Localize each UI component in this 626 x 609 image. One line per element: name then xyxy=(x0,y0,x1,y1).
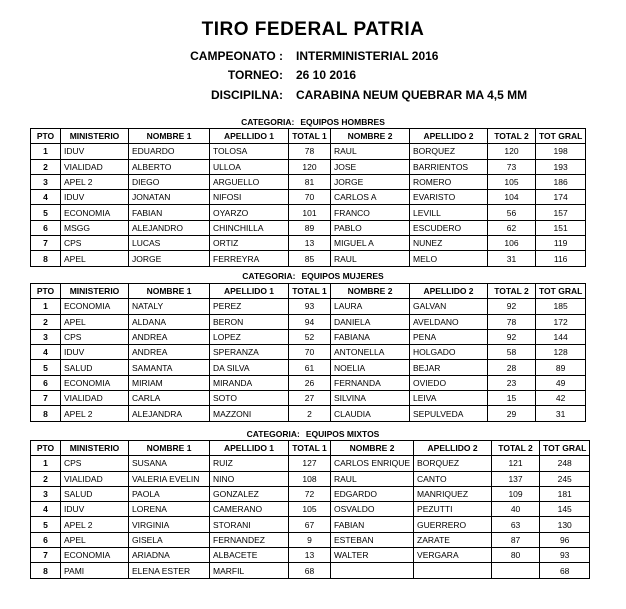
cell-nombre-1: ARIADNA xyxy=(129,548,210,563)
cell-apellido-1: BERON xyxy=(210,314,289,329)
cell-pto: 3 xyxy=(31,174,61,189)
cell-ministerio: SALUD xyxy=(61,486,129,501)
cell-apellido-2: MELO xyxy=(410,251,488,266)
cell-pto: 7 xyxy=(31,548,61,563)
results-table xyxy=(30,440,590,579)
table-header-row xyxy=(31,441,590,456)
category-heading xyxy=(30,117,596,127)
cell-apellido-2: PENA xyxy=(410,329,488,344)
column-header-apellido-1: APELLIDO 1 xyxy=(210,441,289,456)
meta-disciplina xyxy=(0,88,626,104)
cell-nombre-2: CARLOS A xyxy=(331,190,410,205)
cell-ministerio: ECONOMIA xyxy=(61,375,129,390)
column-header-nombre-2: NOMBRE 2 xyxy=(331,441,414,456)
table-row xyxy=(31,159,586,174)
cell-nombre-2: FERNANDA xyxy=(331,375,410,390)
cell-apellido-1: ARGUELLO xyxy=(210,174,289,189)
cell-total-1: 13 xyxy=(289,548,331,563)
column-header-apellido-1: APELLIDO 1 xyxy=(210,284,289,299)
cell-nombre-2: LAURA xyxy=(331,299,410,314)
cell-tot-gral: 248 xyxy=(540,456,590,471)
meta-label: TORNEO: xyxy=(227,68,283,82)
cell-apellido-2: CANTO xyxy=(414,471,492,486)
cell-nombre-2: ESTEBAN xyxy=(331,532,414,547)
cell-pto: 7 xyxy=(31,391,61,406)
cell-nombre-2 xyxy=(331,563,414,578)
cell-total-1: 9 xyxy=(289,532,331,547)
table-row xyxy=(31,548,590,563)
cell-apellido-1: GONZALEZ xyxy=(210,486,289,501)
cell-total-1: 89 xyxy=(289,220,331,235)
cell-tot-gral: 130 xyxy=(540,517,590,532)
cell-apellido-1: SPERANZA xyxy=(210,345,289,360)
column-header-apellido-1: APELLIDO 1 xyxy=(210,129,289,144)
cell-total-2: 31 xyxy=(488,251,536,266)
cell-total-1: 67 xyxy=(289,517,331,532)
cell-total-2 xyxy=(492,563,540,578)
column-header-tot-gral: TOT GRAL xyxy=(536,284,586,299)
cell-apellido-1: SOTO xyxy=(210,391,289,406)
cell-total-1: 68 xyxy=(289,563,331,578)
table-row xyxy=(31,471,590,486)
cell-apellido-2: BORQUEZ xyxy=(414,456,492,471)
cell-nombre-2: OSVALDO xyxy=(331,502,414,517)
column-header-tot-gral: TOT GRAL xyxy=(536,129,586,144)
category-value: EQUIPOS MIXTOS xyxy=(305,429,380,439)
cell-nombre-1: SAMANTA xyxy=(129,360,210,375)
cell-total-2: 62 xyxy=(488,220,536,235)
cell-tot-gral: 193 xyxy=(536,159,586,174)
column-header-ministerio: MINISTERIO xyxy=(61,441,129,456)
cell-apellido-2: HOLGADO xyxy=(410,345,488,360)
cell-tot-gral: 186 xyxy=(536,174,586,189)
column-header-nombre-1: NOMBRE 1 xyxy=(129,129,210,144)
cell-nombre-2: RAUL xyxy=(331,471,414,486)
cell-nombre-1: ALEJANDRO xyxy=(129,220,210,235)
cell-apellido-2: LEIVA xyxy=(410,391,488,406)
cell-tot-gral: 245 xyxy=(540,471,590,486)
cell-tot-gral: 93 xyxy=(540,548,590,563)
column-header-pto: PTO xyxy=(31,129,61,144)
cell-total-1: 2 xyxy=(289,406,331,421)
cell-ministerio: IDUV xyxy=(61,144,129,159)
cell-total-2: 109 xyxy=(492,486,540,501)
cell-nombre-2: WALTER xyxy=(331,548,414,563)
cell-pto: 2 xyxy=(31,314,61,329)
cell-total-2: 120 xyxy=(488,144,536,159)
column-header-total-1: TOTAL 1 xyxy=(289,129,331,144)
cell-apellido-2: LEVILL xyxy=(410,205,488,220)
cell-ministerio: APEL xyxy=(61,251,129,266)
cell-pto: 4 xyxy=(31,190,61,205)
meta-value: INTERMINISTERIAL 2016 xyxy=(296,49,439,63)
category-label: CATEGORIA: xyxy=(241,117,295,127)
cell-pto: 6 xyxy=(31,220,61,235)
cell-total-2: 87 xyxy=(492,532,540,547)
cell-tot-gral: 31 xyxy=(536,406,586,421)
cell-apellido-1: LOPEZ xyxy=(210,329,289,344)
cell-nombre-2: CLAUDIA xyxy=(331,406,410,421)
cell-nombre-1: GISELA xyxy=(129,532,210,547)
cell-pto: 8 xyxy=(31,406,61,421)
cell-ministerio: MSGG xyxy=(61,220,129,235)
cell-apellido-2: EVARISTO xyxy=(410,190,488,205)
cell-total-1: 94 xyxy=(289,314,331,329)
column-header-tot-gral: TOT GRAL xyxy=(540,441,590,456)
cell-apellido-2: VERGARA xyxy=(414,548,492,563)
column-header-apellido-2: APELLIDO 2 xyxy=(410,129,488,144)
cell-total-1: 93 xyxy=(289,299,331,314)
table-row xyxy=(31,190,586,205)
cell-nombre-1: MIRIAM xyxy=(129,375,210,390)
results-table xyxy=(30,128,586,267)
cell-nombre-1: JONATAN xyxy=(129,190,210,205)
column-header-total-2: TOTAL 2 xyxy=(488,284,536,299)
cell-ministerio: VIALIDAD xyxy=(61,471,129,486)
cell-apellido-1: ULLOA xyxy=(210,159,289,174)
cell-nombre-2: RAUL xyxy=(331,251,410,266)
cell-total-1: 26 xyxy=(289,375,331,390)
table-row xyxy=(31,486,590,501)
cell-pto: 1 xyxy=(31,144,61,159)
cell-total-2: 58 xyxy=(488,345,536,360)
cell-nombre-1: LUCAS xyxy=(129,236,210,251)
cell-nombre-1: SUSANA xyxy=(129,456,210,471)
cell-ministerio: CPS xyxy=(61,456,129,471)
cell-pto: 3 xyxy=(31,486,61,501)
cell-nombre-1: LORENA xyxy=(129,502,210,517)
cell-nombre-1: NATALY xyxy=(129,299,210,314)
cell-total-1: 52 xyxy=(289,329,331,344)
cell-pto: 5 xyxy=(31,517,61,532)
cell-ministerio: SALUD xyxy=(61,360,129,375)
cell-total-1: 61 xyxy=(289,360,331,375)
table-header-row xyxy=(31,284,586,299)
cell-total-1: 27 xyxy=(289,391,331,406)
cell-nombre-1: EDUARDO xyxy=(129,144,210,159)
cell-apellido-2: BEJAR xyxy=(410,360,488,375)
cell-total-2: 23 xyxy=(488,375,536,390)
cell-apellido-1: PEREZ xyxy=(210,299,289,314)
cell-nombre-2: JOSE xyxy=(331,159,410,174)
cell-total-2: 40 xyxy=(492,502,540,517)
cell-pto: 6 xyxy=(31,532,61,547)
table-row xyxy=(31,144,586,159)
cell-nombre-1: JORGE xyxy=(129,251,210,266)
cell-pto: 8 xyxy=(31,251,61,266)
cell-total-1: 120 xyxy=(289,159,331,174)
cell-total-1: 70 xyxy=(289,345,331,360)
cell-tot-gral: 96 xyxy=(540,532,590,547)
cell-tot-gral: 198 xyxy=(536,144,586,159)
cell-pto: 5 xyxy=(31,360,61,375)
cell-nombre-1: ALBERTO xyxy=(129,159,210,174)
cell-apellido-2: MANRIQUEZ xyxy=(414,486,492,501)
cell-ministerio: CPS xyxy=(61,329,129,344)
cell-apellido-1: MIRANDA xyxy=(210,375,289,390)
cell-nombre-2: NOELIA xyxy=(331,360,410,375)
cell-tot-gral: 42 xyxy=(536,391,586,406)
cell-apellido-1: NINO xyxy=(210,471,289,486)
cell-apellido-1: MAZZONI xyxy=(210,406,289,421)
cell-tot-gral: 145 xyxy=(540,502,590,517)
cell-total-2: 104 xyxy=(488,190,536,205)
category-label: CATEGORIA: xyxy=(242,271,296,281)
cell-total-1: 105 xyxy=(289,502,331,517)
column-header-total-2: TOTAL 2 xyxy=(492,441,540,456)
cell-nombre-1: VIRGINIA xyxy=(129,517,210,532)
cell-ministerio: ECONOMIA xyxy=(61,205,129,220)
cell-nombre-1: ALEJANDRA xyxy=(129,406,210,421)
cell-apellido-2 xyxy=(414,563,492,578)
cell-ministerio: PAMI xyxy=(61,563,129,578)
cell-nombre-2: EDGARDO xyxy=(331,486,414,501)
column-header-apellido-2: APELLIDO 2 xyxy=(414,441,492,456)
table-row xyxy=(31,174,586,189)
cell-total-1: 78 xyxy=(289,144,331,159)
cell-tot-gral: 174 xyxy=(536,190,586,205)
cell-nombre-1: ALDANA xyxy=(129,314,210,329)
cell-apellido-1: CAMERANO xyxy=(210,502,289,517)
cell-pto: 4 xyxy=(31,345,61,360)
cell-apellido-1: ALBACETE xyxy=(210,548,289,563)
cell-nombre-2: RAUL xyxy=(331,144,410,159)
cell-total-1: 13 xyxy=(289,236,331,251)
column-header-pto: PTO xyxy=(31,441,61,456)
column-header-nombre-2: NOMBRE 2 xyxy=(331,129,410,144)
table-row xyxy=(31,563,590,578)
cell-apellido-1: MARFIL xyxy=(210,563,289,578)
cell-nombre-1: DIEGO xyxy=(129,174,210,189)
cell-ministerio: ECONOMIA xyxy=(61,299,129,314)
cell-total-2: 28 xyxy=(488,360,536,375)
category-value: EQUIPOS MUJERES xyxy=(301,271,384,281)
meta-label: DISCIPILNA: xyxy=(211,88,283,102)
results-table xyxy=(30,283,586,422)
cell-pto: 3 xyxy=(31,329,61,344)
cell-apellido-1: OYARZO xyxy=(210,205,289,220)
cell-tot-gral: 151 xyxy=(536,220,586,235)
cell-apellido-1: STORANI xyxy=(210,517,289,532)
cell-apellido-2: ROMERO xyxy=(410,174,488,189)
meta-torneo xyxy=(0,68,626,84)
cell-tot-gral: 144 xyxy=(536,329,586,344)
category-heading xyxy=(30,271,596,281)
cell-nombre-2: ANTONELLA xyxy=(331,345,410,360)
cell-total-1: 81 xyxy=(289,174,331,189)
cell-tot-gral: 185 xyxy=(536,299,586,314)
meta-label: CAMPEONATO : xyxy=(190,49,283,63)
category-label: CATEGORIA: xyxy=(246,429,300,439)
cell-nombre-2: JORGE xyxy=(331,174,410,189)
cell-total-1: 127 xyxy=(289,456,331,471)
cell-pto: 1 xyxy=(31,456,61,471)
cell-nombre-1: ANDREA xyxy=(129,329,210,344)
cell-nombre-1: ANDREA xyxy=(129,345,210,360)
cell-tot-gral: 49 xyxy=(536,375,586,390)
cell-nombre-1: VALERIA EVELIN xyxy=(129,471,210,486)
cell-total-2: 73 xyxy=(488,159,536,174)
cell-nombre-1: FABIAN xyxy=(129,205,210,220)
table-row xyxy=(31,517,590,532)
cell-total-1: 85 xyxy=(289,251,331,266)
cell-tot-gral: 119 xyxy=(536,236,586,251)
cell-ministerio: IDUV xyxy=(61,345,129,360)
cell-total-2: 92 xyxy=(488,299,536,314)
cell-nombre-2: CARLOS ENRIQUE xyxy=(331,456,414,471)
cell-nombre-1: ELENA ESTER xyxy=(129,563,210,578)
table-row xyxy=(31,406,586,421)
cell-nombre-2: FABIANA xyxy=(331,329,410,344)
table-row xyxy=(31,532,590,547)
table-row xyxy=(31,314,586,329)
cell-apellido-1: ORTIZ xyxy=(210,236,289,251)
cell-total-2: 29 xyxy=(488,406,536,421)
table-row xyxy=(31,391,586,406)
cell-apellido-2: BORQUEZ xyxy=(410,144,488,159)
meta-campeonato xyxy=(0,49,626,65)
cell-pto: 4 xyxy=(31,502,61,517)
column-header-pto: PTO xyxy=(31,284,61,299)
cell-ministerio: APEL xyxy=(61,314,129,329)
cell-apellido-2: ESCUDERO xyxy=(410,220,488,235)
cell-apellido-2: AVELDANO xyxy=(410,314,488,329)
cell-total-2: 92 xyxy=(488,329,536,344)
cell-tot-gral: 68 xyxy=(540,563,590,578)
cell-total-1: 70 xyxy=(289,190,331,205)
column-header-total-1: TOTAL 1 xyxy=(289,284,331,299)
column-header-total-1: TOTAL 1 xyxy=(289,441,331,456)
cell-apellido-2: PEZUTTI xyxy=(414,502,492,517)
cell-total-2: 137 xyxy=(492,471,540,486)
cell-nombre-1: PAOLA xyxy=(129,486,210,501)
cell-apellido-1: CHINCHILLA xyxy=(210,220,289,235)
cell-apellido-2: SEPULVEDA xyxy=(410,406,488,421)
cell-pto: 5 xyxy=(31,205,61,220)
column-header-nombre-1: NOMBRE 1 xyxy=(129,441,210,456)
cell-ministerio: IDUV xyxy=(61,502,129,517)
cell-tot-gral: 128 xyxy=(536,345,586,360)
table-row xyxy=(31,251,586,266)
cell-total-2: 80 xyxy=(492,548,540,563)
cell-apellido-2: GALVAN xyxy=(410,299,488,314)
table-header-row xyxy=(31,129,586,144)
table-row xyxy=(31,456,590,471)
cell-nombre-2: MIGUEL A xyxy=(331,236,410,251)
cell-ministerio: APEL 2 xyxy=(61,406,129,421)
cell-ministerio: ECONOMIA xyxy=(61,548,129,563)
page-title: TIRO FEDERAL PATRIA xyxy=(201,19,425,40)
table-row xyxy=(31,299,586,314)
table-row xyxy=(31,375,586,390)
cell-total-2: 105 xyxy=(488,174,536,189)
column-header-nombre-2: NOMBRE 2 xyxy=(331,284,410,299)
cell-total-2: 56 xyxy=(488,205,536,220)
cell-apellido-1: RUIZ xyxy=(210,456,289,471)
cell-tot-gral: 116 xyxy=(536,251,586,266)
cell-pto: 7 xyxy=(31,236,61,251)
cell-nombre-2: SILVINA xyxy=(331,391,410,406)
cell-total-1: 72 xyxy=(289,486,331,501)
column-header-apellido-2: APELLIDO 2 xyxy=(410,284,488,299)
cell-tot-gral: 157 xyxy=(536,205,586,220)
column-header-total-2: TOTAL 2 xyxy=(488,129,536,144)
cell-tot-gral: 89 xyxy=(536,360,586,375)
cell-apellido-2: GUERRERO xyxy=(414,517,492,532)
table-row xyxy=(31,329,586,344)
cell-total-2: 15 xyxy=(488,391,536,406)
cell-total-2: 106 xyxy=(488,236,536,251)
cell-nombre-2: FABIAN xyxy=(331,517,414,532)
cell-pto: 1 xyxy=(31,299,61,314)
cell-ministerio: CPS xyxy=(61,236,129,251)
column-header-nombre-1: NOMBRE 1 xyxy=(129,284,210,299)
cell-total-2: 63 xyxy=(492,517,540,532)
cell-ministerio: APEL xyxy=(61,532,129,547)
cell-apellido-2: ZARATE xyxy=(414,532,492,547)
cell-total-1: 101 xyxy=(289,205,331,220)
cell-total-2: 121 xyxy=(492,456,540,471)
cell-ministerio: VIALIDAD xyxy=(61,159,129,174)
meta-value: 26 10 2016 xyxy=(296,68,357,82)
cell-pto: 2 xyxy=(31,159,61,174)
table-row xyxy=(31,236,586,251)
cell-apellido-1: DA SILVA xyxy=(210,360,289,375)
cell-apellido-2: NUNEZ xyxy=(410,236,488,251)
cell-apellido-1: FERREYRA xyxy=(210,251,289,266)
table-row xyxy=(31,220,586,235)
cell-total-1: 108 xyxy=(289,471,331,486)
cell-pto: 2 xyxy=(31,471,61,486)
meta-value: CARABINA NEUM QUEBRAR MA 4,5 MM xyxy=(296,88,528,102)
cell-pto: 8 xyxy=(31,563,61,578)
cell-nombre-1: CARLA xyxy=(129,391,210,406)
column-header-ministerio: MINISTERIO xyxy=(61,284,129,299)
table-row xyxy=(31,502,590,517)
column-header-ministerio: MINISTERIO xyxy=(61,129,129,144)
cell-ministerio: VIALIDAD xyxy=(61,391,129,406)
table-row xyxy=(31,345,586,360)
table-row xyxy=(31,360,586,375)
cell-apellido-1: NIFOSI xyxy=(210,190,289,205)
table-row xyxy=(31,205,586,220)
cell-apellido-1: TOLOSA xyxy=(210,144,289,159)
category-value: EQUIPOS HOMBRES xyxy=(300,117,385,127)
category-heading xyxy=(30,429,596,439)
cell-tot-gral: 172 xyxy=(536,314,586,329)
cell-nombre-2: FRANCO xyxy=(331,205,410,220)
cell-nombre-2: DANIELA xyxy=(331,314,410,329)
cell-apellido-2: BARRIENTOS xyxy=(410,159,488,174)
cell-ministerio: IDUV xyxy=(61,190,129,205)
cell-ministerio: APEL 2 xyxy=(61,174,129,189)
cell-ministerio: APEL 2 xyxy=(61,517,129,532)
cell-apellido-1: FERNANDEZ xyxy=(210,532,289,547)
cell-apellido-2: OVIEDO xyxy=(410,375,488,390)
cell-nombre-2: PABLO xyxy=(331,220,410,235)
cell-tot-gral: 181 xyxy=(540,486,590,501)
cell-total-2: 78 xyxy=(488,314,536,329)
cell-pto: 6 xyxy=(31,375,61,390)
